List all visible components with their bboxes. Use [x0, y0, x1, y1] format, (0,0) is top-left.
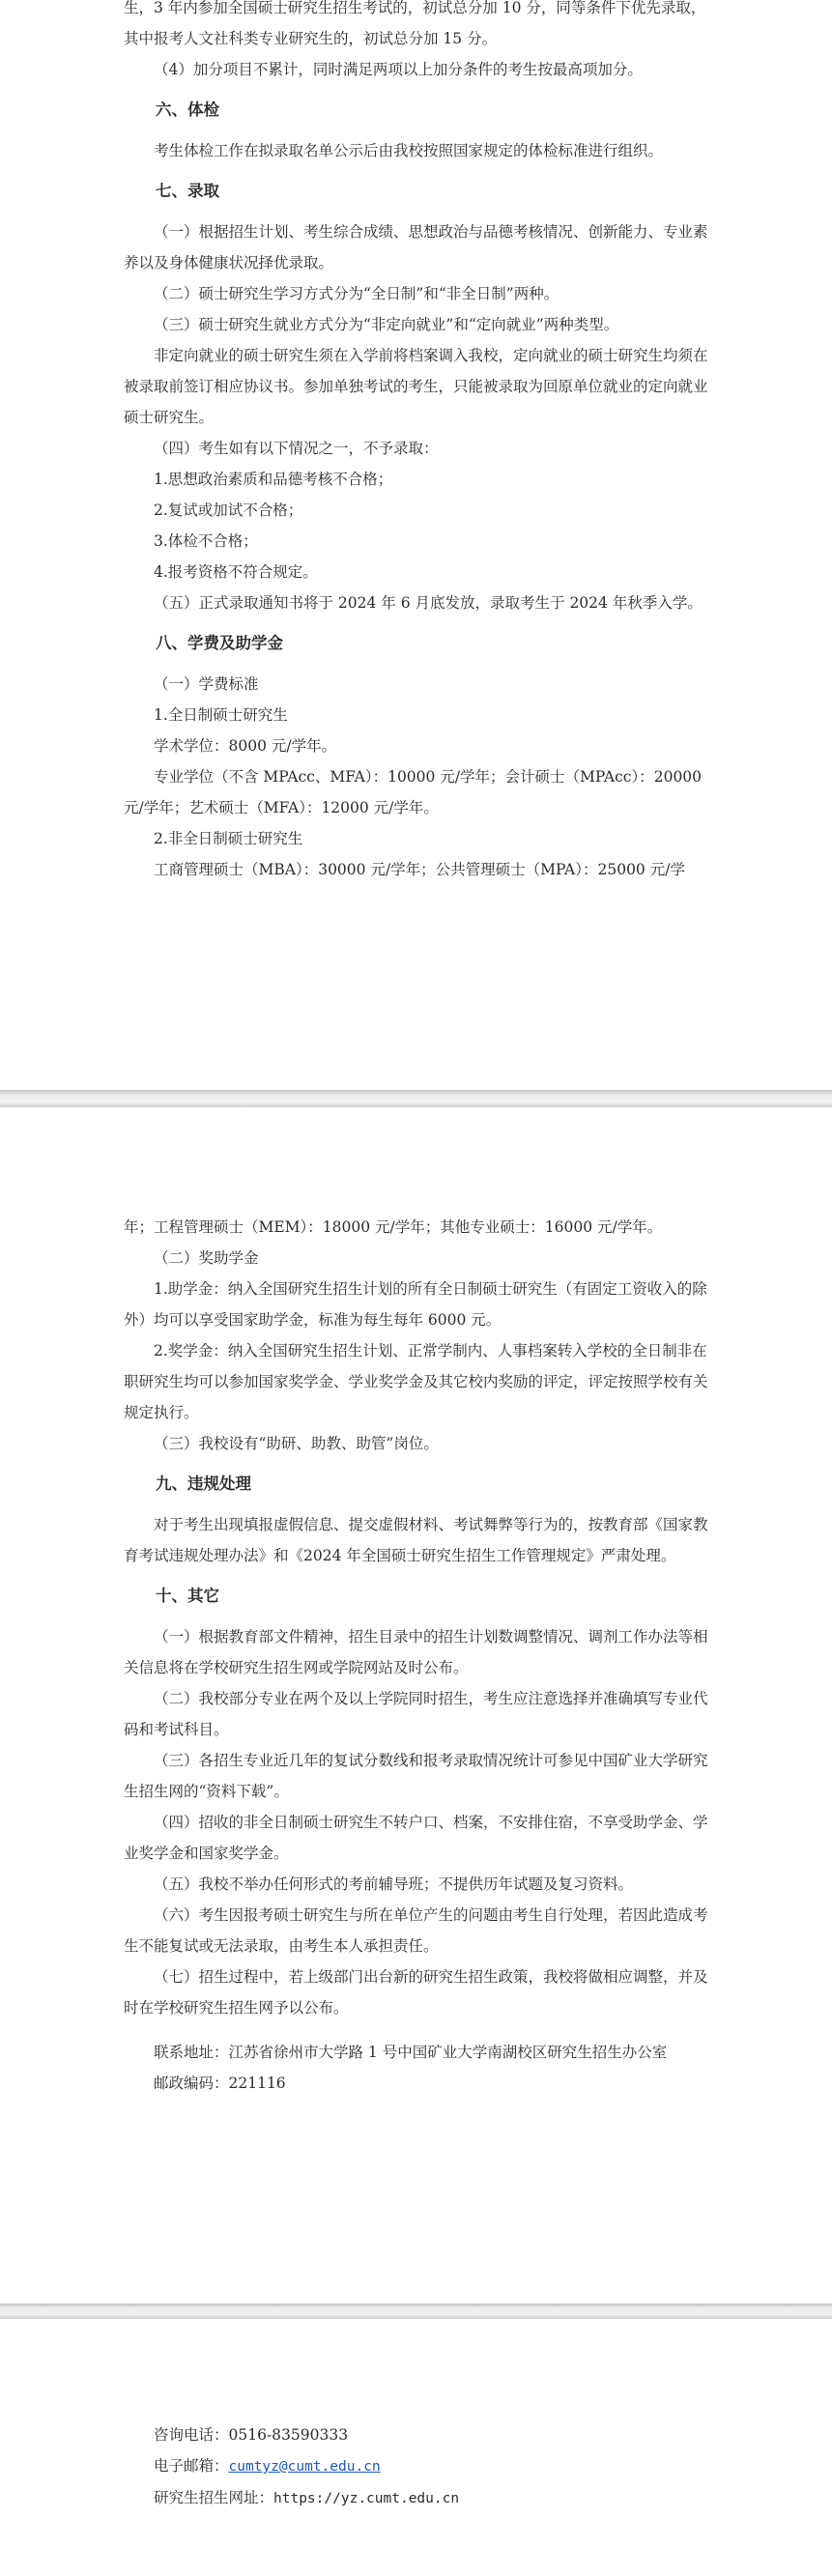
contact-address: 联系地址：江苏省徐州市大学路 1 号中国矿业大学南湖校区研究生招生办公室 — [154, 2044, 668, 2061]
paragraph: （一）根据招生计划、考生综合成绩、思想政治与品德考核情况、创新能力、专业素养以及身体健康状况择优录取。 — [124, 223, 708, 272]
paragraph: （六）考生因报考硕士研究生与所在单位产生的问题由考生自行处理，若因此造成考生不能复试或无法录取，由考生本人承担责任。 — [124, 1906, 708, 1955]
postal-code: 邮政编码：221116 — [154, 2075, 286, 2092]
email-label: 电子邮箱： — [154, 2457, 229, 2475]
paragraph: （四）考生如有以下情况之一，不予录取： — [154, 440, 439, 457]
paragraph: （二）我校部分专业在两个及以上学院同时招生，考生应注意选择并准确填写专业代码和考试科目。 — [124, 1690, 708, 1738]
paragraph: 2.奖学金：纳入全国研究生招生计划、正常学制内、人事档案转入学校的全日制非在职研究生均可以参加国家奖学金、学业奖学金及其它校内奖励的评定，评定按照学校有关规定执行。 — [124, 1342, 708, 1421]
list-item: 1.思想政治素质和品德考核不合格； — [154, 471, 393, 488]
contact-website — [124, 2482, 709, 2514]
paragraph: （三）硕士研究生就业方式分为“非定向就业”和“定向就业”两种类型。 — [154, 316, 619, 333]
paragraph: 工商管理硕士（MBA）：30000 元/学年；公共管理硕士（MPA）：25000 元/学 — [154, 861, 685, 878]
paragraph: 年；工程管理硕士（MEM）：18000 元/学年；其他专业硕士：16000 元/学年。 — [124, 1218, 663, 1236]
paragraph: （三）各招生专业近几年的复试分数线和报考录取情况统计可参见中国矿业大学研究生招生网的“资料下载”。 — [124, 1752, 708, 1800]
paragraph: （七）招生过程中，若上级部门出台新的研究生招生政策，我校将做相应调整，并及时在学校研究生招生网予以公布。 — [124, 1968, 708, 2017]
paragraph: （二）硕士研究生学习方式分为“全日制”和“非全日制”两种。 — [154, 285, 559, 302]
contact-phone: 咨询电话：0516-83590333 — [154, 2426, 349, 2444]
section-heading-7: 七、录取 — [156, 182, 219, 200]
paragraph: 学术学位：8000 元/学年。 — [154, 737, 337, 755]
page-separator — [0, 2304, 832, 2319]
paragraph: （一）学费标准 — [154, 675, 259, 693]
paragraph: （4）加分项目不累计，同时满足两项以上加分条件的考生按最高项加分。 — [154, 61, 643, 78]
paragraph: （四）招收的非全日制硕士研究生不转户口、档案，不安排住宿，不享受助学金、学业奖学金和国家奖学金。 — [124, 1814, 708, 1862]
paragraph: 1.助学金：纳入全国研究生招生计划的所有全日制硕士研究生（有固定工资收入的除外）均可以享受国家助学金，标准为每生每年 6000 元。 — [124, 1280, 707, 1329]
paragraph: 2.非全日制硕士研究生 — [154, 830, 303, 847]
section-heading-9: 九、违规处理 — [156, 1474, 251, 1493]
paragraph: 考生体检工作在拟录取名单公示后由我校按照国家规定的体检标准进行组织。 — [154, 142, 664, 159]
paragraph: 非定向就业的硕士研究生须在入学前将档案调入我校，定向就业的硕士研究生均须在被录取前签订相应协议书。参加单独考试的考生，只能被录取为回原单位就业的定向就业硕士研究生。 — [124, 347, 708, 426]
document-page-1 — [0, 0, 832, 1090]
contact-email — [124, 2450, 709, 2482]
paragraph: 专业学位（不含 MPAcc、MFA）：10000 元/学年；会计硕士（MPAcc）：20000 元/学年；艺术硕士（MFA）：12000 元/学年。 — [124, 768, 703, 816]
website-label: 研究生招生网址： — [154, 2489, 274, 2506]
paragraph: （五）正式录取通知书将于 2024 年 6 月底发放，录取考生于 2024 年秋季入学。 — [154, 594, 703, 612]
paragraph: 1.全日制硕士研究生 — [154, 706, 288, 724]
paragraph: （三）我校设有“助研、助教、助管”岗位。 — [154, 1435, 439, 1452]
section-heading-6: 六、体检 — [156, 100, 219, 119]
website-url: https://yz.cumt.edu.cn — [273, 2491, 460, 2506]
list-item: 3.体检不合格； — [154, 532, 258, 550]
list-item: 4.报考资格不符合规定。 — [154, 563, 318, 581]
page-2-body — [124, 1212, 709, 2099]
paragraph: 对于考生出现填报虚假信息、提交虚假材料、考试舞弊等行为的，按教育部《国家教育考试违规处理办法》和《2024 年全国硕士研究生招生工作管理规定》严肃处理。 — [124, 1516, 708, 1564]
spacer — [124, 2023, 709, 2037]
paragraph: （五）我校不举办任何形式的考前辅导班；不提供历年试题及复习资料。 — [154, 1875, 634, 1893]
email-link[interactable]: cumtyz@cumt.edu.cn — [228, 2459, 381, 2475]
document-page-3 — [0, 2319, 832, 2576]
section-heading-10: 十、其它 — [156, 1587, 219, 1605]
paragraph: （一）根据教育部文件精神，招生目录中的招生计划数调整情况、调剂工作办法等相关信息将在学校研究生招生网或学院网站及时公布。 — [124, 1628, 708, 1676]
page-separator — [0, 1090, 832, 1107]
document-page-2 — [0, 1107, 832, 2304]
paragraph: 生，3 年内参加全国硕士研究生招生考试的，初试总分加 10 分，同等条件下优先录取，其中报考人文社科类专业研究生的，初试总分加 15 分。 — [124, 0, 706, 47]
page-1-body — [124, 0, 709, 885]
list-item: 2.复试或加试不合格； — [154, 501, 303, 519]
paragraph: （二）奖助学金 — [154, 1249, 259, 1267]
section-heading-8: 八、学费及助学金 — [156, 634, 283, 652]
page-3-body — [124, 2419, 709, 2514]
